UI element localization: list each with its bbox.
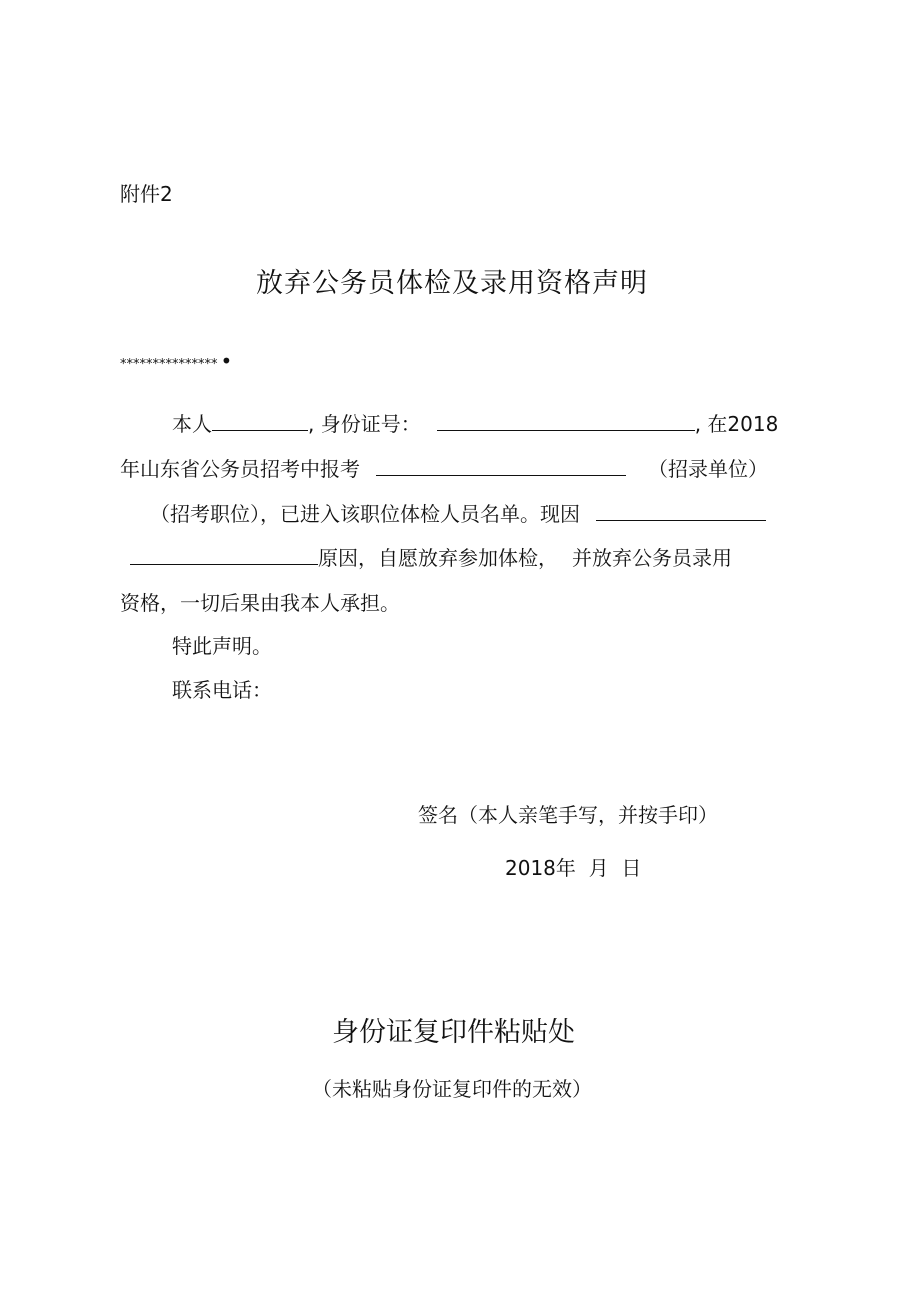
addressee-dot: • (220, 349, 233, 373)
reason-blank-1 (596, 502, 766, 521)
unit-blank (376, 457, 626, 476)
line1-text-year: , 在2018 (694, 412, 779, 436)
body-line-3 (150, 502, 766, 526)
contact-phone-label: 联系电话： (172, 678, 272, 702)
id-number-blank (437, 412, 695, 431)
line2-text-unit: （招录单位） (648, 457, 768, 481)
line2-text-apply: 年山东省公务员招考中报考 (120, 457, 360, 481)
id-copy-note: （未粘贴身份证复印件的无效） (312, 1077, 592, 1101)
signature-label: 签名（本人亲笔手写，并按手印） (418, 803, 718, 827)
body-line-5: 资格，一切后果由我本人承担。 (120, 591, 400, 615)
name-blank (212, 412, 308, 431)
body-line-4 (130, 546, 732, 570)
line3-text-position: （招考职位），已进入该职位体检人员名单。现因 (150, 502, 580, 526)
body-line-2 (120, 457, 768, 481)
line4-text-abandon: 并放弃公务员录用 (572, 546, 732, 570)
id-copy-title: 身份证复印件粘贴处 (332, 1017, 575, 1048)
line1-text-id: , 身份证号： (308, 412, 421, 436)
body-line-1 (172, 412, 778, 436)
closing-statement: 特此声明。 (172, 634, 272, 658)
line1-text-self: 本人 (172, 412, 212, 436)
attachment-label: 附件2 (120, 182, 173, 206)
reason-blank-2 (130, 546, 318, 565)
addressee-asterisks: *************** (120, 357, 218, 372)
document-title: 放弃公务员体检及录用资格声明 (256, 268, 648, 299)
addressee-line (120, 349, 233, 374)
signature-date: 2018年 月 日 (505, 856, 642, 880)
line4-text-reason: 原因，自愿放弃参加体检， (318, 546, 558, 570)
